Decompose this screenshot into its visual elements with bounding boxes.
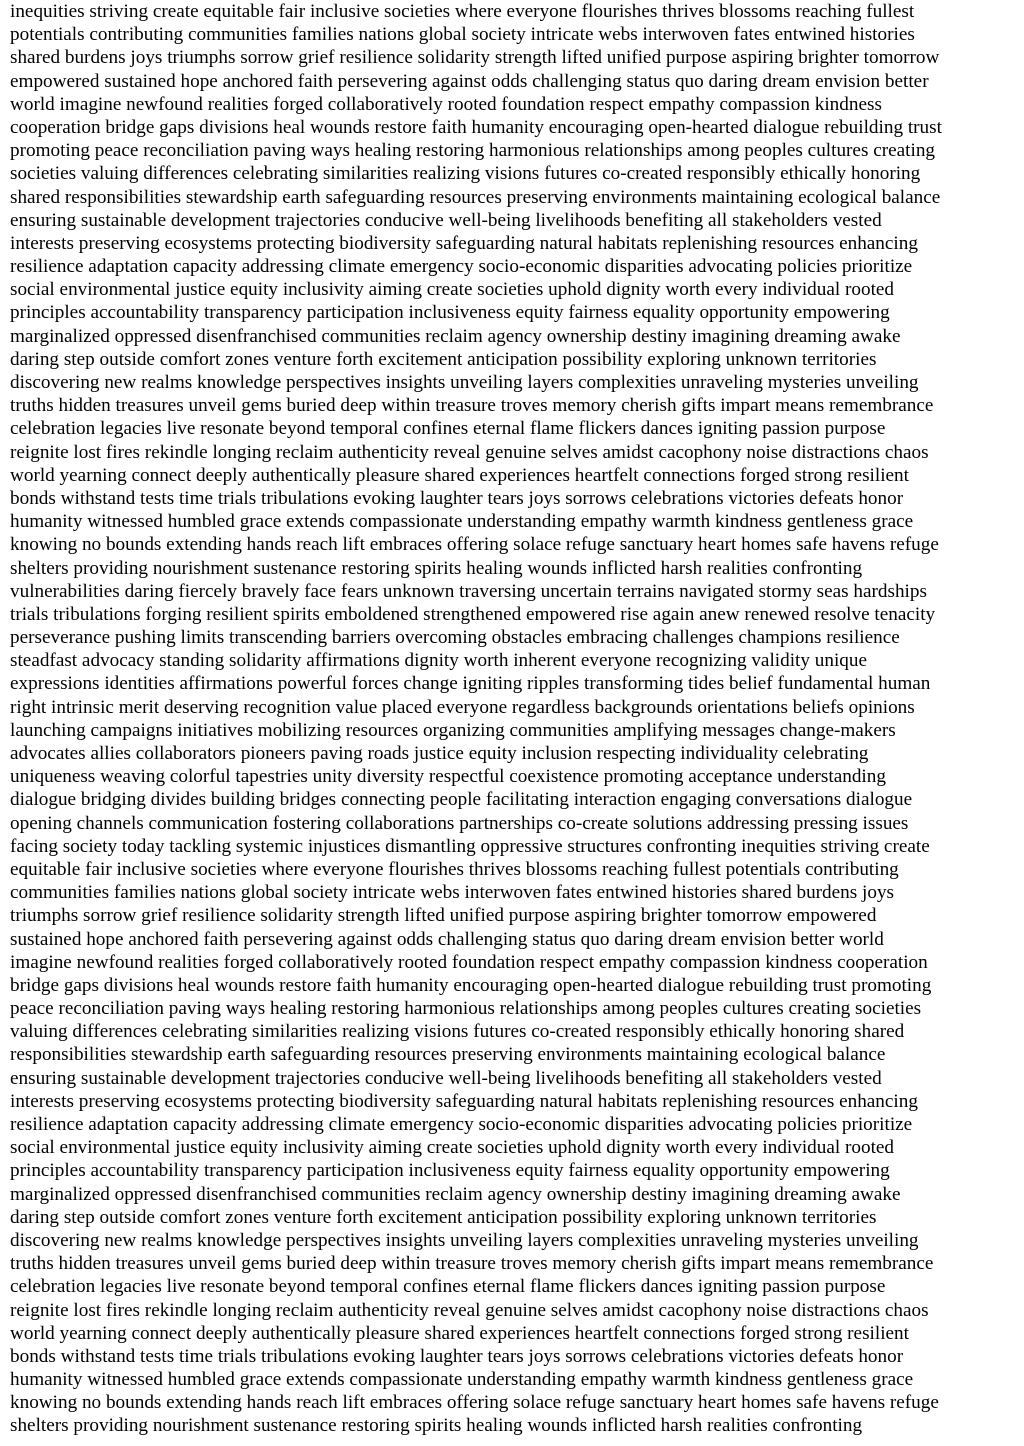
text-line: principles accountability transparency participation inclusiveness equity fairness equality opportunity empowering <box>10 1160 890 1182</box>
text-line: valuing differences celebrating similarities realizing visions futures co-created responsibly ethically honoring shared <box>10 1021 905 1043</box>
text-line: reignite lost fires rekindle longing reclaim authenticity reveal genuine selves amidst cacophony noise distractions chaos <box>10 441 929 463</box>
text-line: marginalized oppressed disenfranchised communities reclaim agency ownership destiny imagining dreaming awake <box>10 1183 901 1205</box>
text-line: world yearning connect deeply authentically pleasure shared experiences heartfelt connections forged strong resilient <box>10 1322 909 1344</box>
text-line: empowered sustained hope anchored faith persevering against odds challenging status quo daring dream envision better <box>10 70 929 92</box>
text-line: discovering new realms knowledge perspectives insights unveiling layers complexities unraveling mysteries unveiling <box>10 372 919 393</box>
text-line: knowing no bounds extending hands reach lift embraces offering solace refuge sanctuary heart homes safe havens refuge <box>10 534 939 556</box>
text-line: equitable fair inclusive societies where everyone flourishes thrives blossoms reaching fullest potentials contributing <box>10 858 899 880</box>
text-line: perseverance pushing limits transcending barriers overcoming obstacles embracing challenges champions resilience <box>10 627 900 649</box>
text-line: reignite lost fires rekindle longing reclaim authenticity reveal genuine selves amidst cacophony noise distractions chaos <box>10 1299 929 1321</box>
text-line: opening channels communication fostering collaborations partnerships co-create solutions addressing pressing issues <box>10 812 909 834</box>
text-line: shelters providing nourishment sustenance restoring spirits healing wounds inflicted harsh realities confronting <box>10 557 863 579</box>
text-line: societies valuing differences celebrating similarities realizing visions futures co-created responsibly ethically honoring <box>10 163 921 185</box>
text-line: celebration legacies live resonate beyond temporal confines eternal flame flickers dances igniting passion purpose <box>10 418 886 440</box>
text-line: interests preserving ecosystems protecting biodiversity safeguarding natural habitats replenishing resources enhancing <box>10 1090 918 1112</box>
text-line: advocates allies collaborators pioneers paving roads justice equity inclusion respecting individuality celebrating <box>10 743 869 764</box>
text-line: imagine newfound realities forged collaboratively rooted foundation respect empathy compassion kindness cooperation <box>10 951 928 973</box>
text-line: facing society today tackling systemic injustices dismantling oppressive structures confronting inequities striving create <box>10 835 930 857</box>
text-line: daring step outside comfort zones venture forth excitement anticipation possibility exploring unknown territories <box>10 348 877 370</box>
text-line: resilience adaptation capacity addressing climate emergency socio-economic disparities advocating policies prioritize <box>10 256 913 278</box>
text-line: responsibilities stewardship earth safeguarding resources preserving environments maintaining ecological balance <box>10 1044 886 1066</box>
text-line: expressions identities affirmations powerful forces change igniting ripples transforming tides belief fundamental human <box>10 673 931 695</box>
text-line: promoting peace reconciliation paving ways healing restoring harmonious relationships among peoples cultures creating <box>10 140 936 162</box>
text-line: cooperation bridge gaps divisions heal wounds restore faith humanity encouraging open-hearted dialogue rebuilding trust <box>10 116 942 138</box>
text-line: world yearning connect deeply authentically pleasure shared experiences heartfelt connections forged strong resilient <box>10 464 909 486</box>
text-line: truths hidden treasures unveil gems buried deep within treasure troves memory cherish gifts impart means remembrance <box>10 1253 934 1275</box>
text-line: social environmental justice equity inclusivity aiming create societies uphold dignity worth every individual rooted <box>10 279 895 301</box>
text-line: dialogue bridging divides building bridges connecting people facilitating interaction engaging conversations dialogue <box>10 789 913 811</box>
text-line: shelters providing nourishment sustenance restoring spirits healing wounds inflicted harsh realities confronting <box>10 1415 863 1437</box>
text-line: trials tribulations forging resilient spirits emboldened strengthened empowered rise again anew renewed resolve tenacity <box>10 603 936 625</box>
text-line: marginalized oppressed disenfranchised communities reclaim agency ownership destiny imagining dreaming awake <box>10 325 901 347</box>
text-line: knowing no bounds extending hands reach lift embraces offering solace refuge sanctuary heart homes safe havens refuge <box>10 1392 939 1414</box>
text-line: shared burdens joys triumphs sorrow grief resilience solidarity strength lifted unified purpose aspiring brighter tomorrow <box>10 47 940 69</box>
text-line: vulnerabilities daring fiercely bravely face fears unknown traversing uncertain terrains navigated stormy seas hardships <box>10 580 927 602</box>
text-line: triumphs sorrow grief resilience solidarity strength lifted unified purpose aspiring brighter tomorrow empowered <box>10 905 877 927</box>
text-line: social environmental justice equity inclusivity aiming create societies uphold dignity worth every individual rooted <box>10 1137 895 1159</box>
text-line: humanity witnessed humbled grace extends compassionate understanding empathy warmth kindness gentleness grace <box>10 1369 914 1391</box>
text-line: ensuring sustainable development trajectories conducive well-being livelihoods benefiting all stakeholders vested <box>10 209 882 231</box>
text-line: right intrinsic merit deserving recognition value placed everyone regardless backgrounds orientations beliefs opinions <box>10 696 915 718</box>
text-line: celebration legacies live resonate beyond temporal confines eternal flame flickers dances igniting passion purpose <box>10 1276 886 1298</box>
text-line: steadfast advocacy standing solidarity affirmations dignity worth inherent everyone recognizing validity unique <box>10 650 867 672</box>
text-line: communities families nations global society intricate webs interwoven fates entwined histories shared burdens joys <box>10 882 895 904</box>
text-line: sustained hope anchored faith persevering against odds challenging status quo daring dream envision better world <box>10 928 884 950</box>
text-line: daring step outside comfort zones venture forth excitement anticipation possibility exploring unknown territories <box>10 1206 877 1228</box>
text-line: resilience adaptation capacity addressing climate emergency socio-economic disparities advocating policies prioritize <box>10 1114 913 1135</box>
text-line: potentials contributing communities families nations global society intricate webs interwoven fates entwined histories <box>10 24 915 46</box>
text-line: peace reconciliation paving ways healing restoring harmonious relationships among peoples cultures creating societies <box>10 998 922 1020</box>
text-line: bridge gaps divisions heal wounds restore faith humanity encouraging open-hearted dialogue rebuilding trust promoting <box>10 974 932 996</box>
text-line: launching campaigns initiatives mobilizing resources organizing communities amplifying messages change-makers <box>10 719 896 741</box>
text-line: ensuring sustainable development trajectories conducive well-being livelihoods benefiting all stakeholders vested <box>10 1067 882 1089</box>
text-line: humanity witnessed humbled grace extends compassionate understanding empathy warmth kindness gentleness grace <box>10 511 914 533</box>
text-line: shared responsibilities stewardship earth safeguarding resources preserving environments maintaining ecological balance <box>10 186 941 208</box>
text-line: discovering new realms knowledge perspectives insights unveiling layers complexities unraveling mysteries unveiling <box>10 1229 919 1251</box>
text-line: principles accountability transparency participation inclusiveness equity fairness equality opportunity empowering <box>10 302 890 324</box>
text-line: world imagine newfound realities forged collaboratively rooted foundation respect empathy compassion kindness <box>10 93 882 115</box>
text-line: uniqueness weaving colorful tapestries unity diversity respectful coexistence promoting acceptance understanding <box>10 766 886 788</box>
text-line: truths hidden treasures unveil gems buried deep within treasure troves memory cherish gifts impart means remembrance <box>10 395 934 417</box>
text-line: bonds withstand tests time trials tribulations evoking laughter tears joys sorrows celebrations victories defeats honor <box>10 487 904 509</box>
text-line: interests preserving ecosystems protecting biodiversity safeguarding natural habitats replenishing resources enhancing <box>10 232 918 254</box>
text-line: bonds withstand tests time trials tribulations evoking laughter tears joys sorrows celebrations victories defeats honor <box>10 1345 904 1367</box>
text-line: inequities striving create equitable fair inclusive societies where everyone flourishes thrives blossoms reaching fullest <box>10 1 915 22</box>
